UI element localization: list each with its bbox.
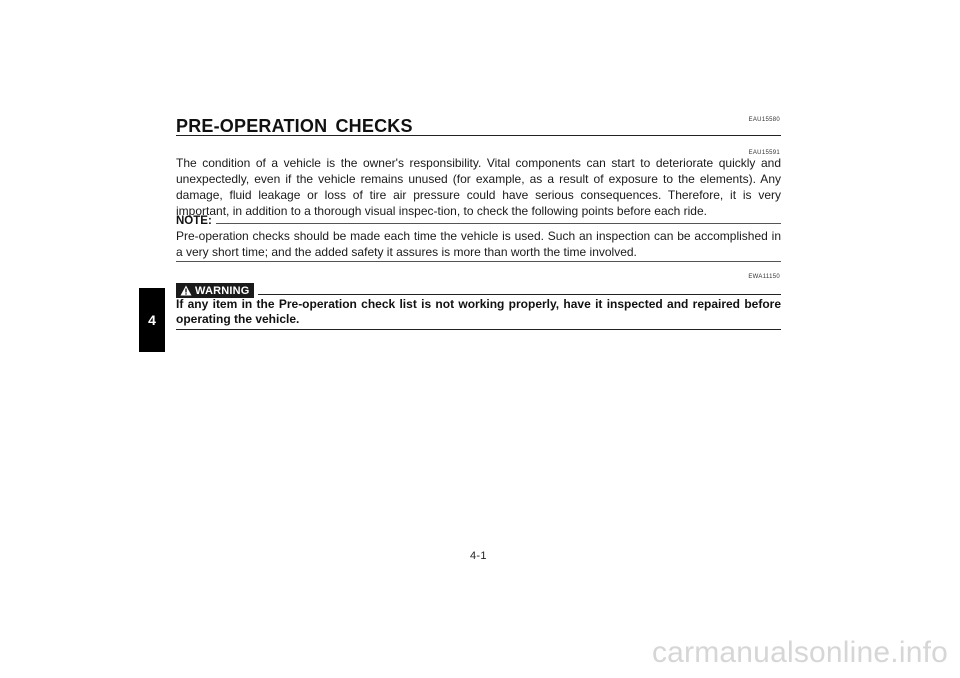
note-end-rule <box>176 261 781 262</box>
note-text: Pre-operation checks should be made each time the vehicle is used. Such an inspection can be accomplished in a very short time; and the added safety it assures is more than worth the time involved. <box>176 229 781 259</box>
warning-triangle-icon <box>180 285 192 296</box>
chapter-tab <box>139 288 165 352</box>
warning-badge <box>176 283 254 298</box>
warning-code: EWA11150 <box>748 274 780 280</box>
page-number: 4-1 <box>470 550 487 562</box>
intro-code: EAU15591 <box>748 150 780 156</box>
warning-label: WARNING <box>195 284 250 297</box>
watermark: carmanualsonline.info <box>651 636 948 669</box>
intro-paragraph: The condition of a vehicle is the owner's responsibility. Vital components can start to deteriorate quickly and unexpectedly, even if the vehicle remains unused (for example, as a result of exposure to the elements). Any damage, fluid leakage or loss of tire air pressure could have serious consequences. Therefore, it is very important, in addition to a thorough visual inspec-tion, to check the following points before each ride. <box>176 156 781 218</box>
note-rule <box>216 223 781 224</box>
chapter-tab-number: 4 <box>148 312 156 328</box>
page-title: PRE-OPERATION CHECKS <box>176 116 413 136</box>
title-rule <box>176 135 781 136</box>
warning-text: If any item in the Pre-operation check list is not working properly, have it inspected and repaired before operating the vehicle. <box>176 297 781 326</box>
note-header <box>176 215 781 227</box>
note-label: NOTE: <box>176 215 212 227</box>
warning-rule <box>258 294 781 295</box>
section-code: EAU15580 <box>748 117 780 123</box>
warning-end-rule <box>176 329 781 330</box>
